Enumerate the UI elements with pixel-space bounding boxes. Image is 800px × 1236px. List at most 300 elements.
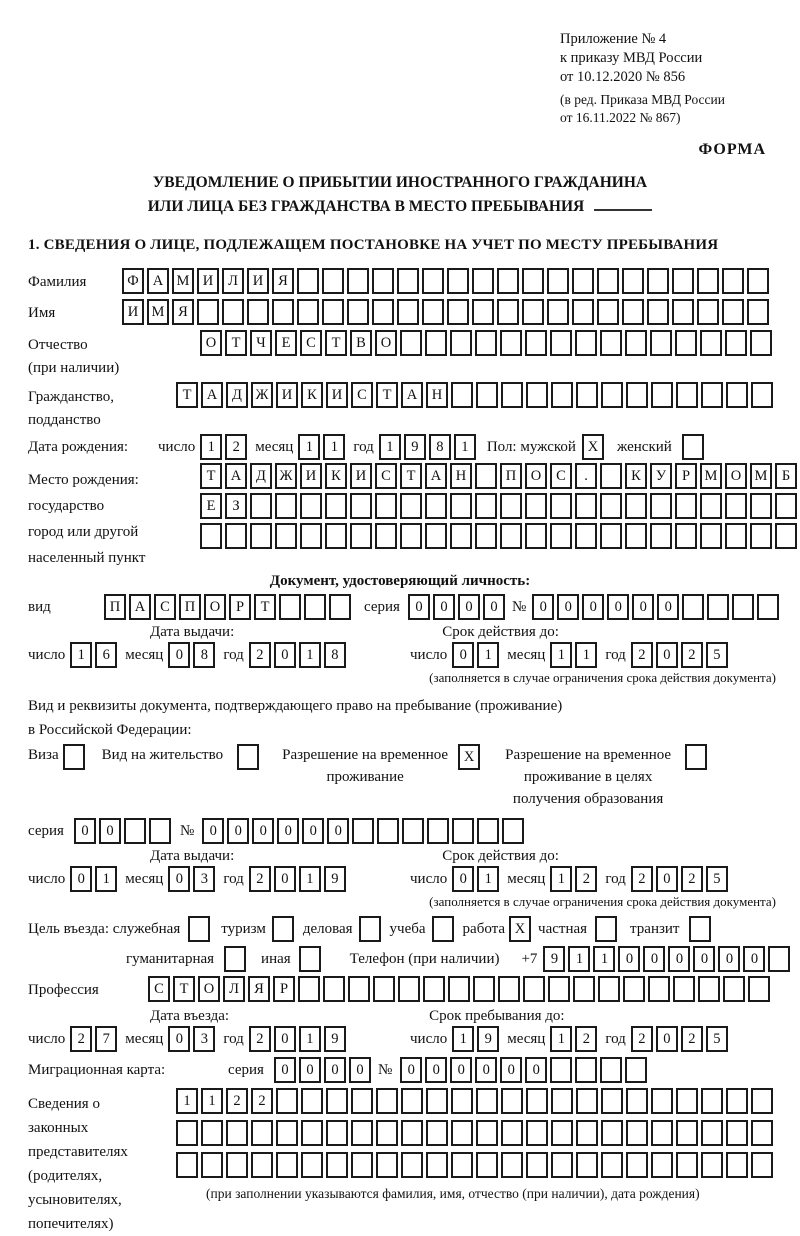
residence-restriction-note: (заполняется в случае ограничения срока действия документа) <box>429 894 776 909</box>
char-cell <box>226 1152 248 1178</box>
char-cell <box>651 1088 673 1114</box>
char-cell <box>726 382 748 408</box>
char-cell: 2 <box>249 1026 271 1052</box>
char-cell <box>672 299 694 325</box>
char-cell <box>672 268 694 294</box>
purpose-other-label: иная <box>261 951 291 967</box>
birth-date-group: число 1 2 месяц 1 1 год 1 9 8 1 <box>158 434 479 460</box>
char-cell: 0 <box>693 946 715 972</box>
char-cell <box>601 1088 623 1114</box>
char-cell: 0 <box>668 946 690 972</box>
char-cell <box>323 976 345 1002</box>
char-cell <box>250 493 272 519</box>
representatives-block <box>28 1088 800 1236</box>
char-cell: 0 <box>302 818 324 844</box>
char-cell <box>732 594 754 620</box>
char-cell <box>650 523 672 549</box>
char-cell <box>422 299 444 325</box>
char-cell <box>526 1088 548 1114</box>
char-cell: 2 <box>681 866 703 892</box>
char-cell <box>176 1120 198 1146</box>
char-cell <box>377 818 399 844</box>
residence-number-cells <box>202 818 527 844</box>
char-cell <box>400 493 422 519</box>
char-cell <box>237 744 259 770</box>
char-cell <box>676 1088 698 1114</box>
char-cell: Т <box>200 463 222 489</box>
char-cell: 0 <box>450 1057 472 1083</box>
char-cell: А <box>401 382 423 408</box>
char-cell: П <box>104 594 126 620</box>
purpose-label: Цель въезда: служебная <box>28 921 181 937</box>
char-cell: М <box>147 299 169 325</box>
char-cell <box>597 268 619 294</box>
char-cell <box>501 1120 523 1146</box>
char-cell: 2 <box>631 642 653 668</box>
char-cell <box>225 523 247 549</box>
char-cell <box>299 946 321 972</box>
char-cell: 0 <box>252 818 274 844</box>
doc-issue-day <box>70 642 120 668</box>
char-cell: 1 <box>452 1026 474 1052</box>
birth-place-row3 <box>200 523 800 549</box>
char-cell: 0 <box>400 1057 422 1083</box>
purpose-study-checkbox <box>432 916 457 942</box>
residence-expiry-month <box>550 866 600 892</box>
char-cell: 8 <box>324 642 346 668</box>
char-cell: 9 <box>543 946 565 972</box>
char-cell <box>402 818 424 844</box>
char-cell <box>750 330 772 356</box>
char-cell <box>326 1120 348 1146</box>
char-cell <box>397 299 419 325</box>
char-cell: А <box>129 594 151 620</box>
char-cell: О <box>375 330 397 356</box>
char-cell: 0 <box>70 866 92 892</box>
char-cell <box>188 916 210 942</box>
migration-card-row <box>28 1057 800 1083</box>
char-cell: Т <box>376 382 398 408</box>
sex-female-label: женский <box>616 439 672 455</box>
char-cell: 1 <box>176 1088 198 1114</box>
char-cell <box>276 1120 298 1146</box>
doc-expiry-month <box>550 642 600 668</box>
given-name-row <box>28 299 800 325</box>
representatives-row2 <box>176 1120 776 1146</box>
profession-cells <box>148 976 773 1002</box>
char-cell <box>575 523 597 549</box>
char-cell: 2 <box>249 866 271 892</box>
char-cell <box>475 493 497 519</box>
char-cell <box>347 299 369 325</box>
char-cell <box>450 330 472 356</box>
char-cell <box>329 594 351 620</box>
visa-checkbox <box>63 744 88 770</box>
char-cell <box>747 268 769 294</box>
char-cell <box>548 976 570 1002</box>
residence-doc-intro: Вид и реквизиты документа, подтверждающего право на пребывание (проживание) в Российской Федерации: <box>28 698 563 738</box>
purpose-business-label: деловая <box>302 921 353 937</box>
char-cell: 0 <box>99 818 121 844</box>
char-cell: 2 <box>70 1026 92 1052</box>
char-cell: Е <box>200 493 222 519</box>
residence-date-headers <box>28 848 800 865</box>
char-cell: 1 <box>454 434 476 460</box>
char-cell <box>675 330 697 356</box>
char-cell <box>476 1120 498 1146</box>
char-cell <box>626 1088 648 1114</box>
char-cell: И <box>350 463 372 489</box>
form-title <box>28 171 772 219</box>
doc-dates-row <box>28 642 800 668</box>
char-cell <box>473 976 495 1002</box>
char-cell <box>197 299 219 325</box>
char-cell <box>572 268 594 294</box>
surname-row <box>28 268 800 294</box>
char-cell <box>550 330 572 356</box>
purpose-humanitarian-checkbox <box>224 946 249 972</box>
title-line2: ИЛИ ЛИЦА БЕЗ ГРАЖДАНСТВА В МЕСТО ПРЕБЫВАНИЯ <box>28 195 772 219</box>
char-cell: 0 <box>582 594 604 620</box>
char-cell: 0 <box>743 946 765 972</box>
char-cell <box>276 1152 298 1178</box>
char-cell <box>501 1152 523 1178</box>
char-cell <box>601 1120 623 1146</box>
char-cell <box>124 818 146 844</box>
char-cell <box>625 1057 647 1083</box>
char-cell: 1 <box>593 946 615 972</box>
char-cell <box>768 946 790 972</box>
section1-heading: 1. СВЕДЕНИЯ О ЛИЦЕ, ПОДЛЕЖАЩЕМ ПОСТАНОВКЕ НА УЧЕТ ПО МЕСТУ ПРЕБЫВАНИЯ <box>28 237 719 253</box>
doc-number-cells <box>532 594 782 620</box>
purpose-tourism-label: туризм <box>221 921 266 937</box>
phone-prefix: +7 <box>521 951 538 967</box>
char-cell <box>747 299 769 325</box>
char-cell: П <box>179 594 201 620</box>
char-cell <box>301 1088 323 1114</box>
entry-day <box>70 1026 120 1052</box>
char-cell <box>276 1088 298 1114</box>
char-cell <box>476 1152 498 1178</box>
char-cell <box>322 268 344 294</box>
given-name-label: Имя <box>28 305 56 321</box>
char-cell: И <box>247 268 269 294</box>
char-cell <box>297 268 319 294</box>
char-cell: Ч <box>250 330 272 356</box>
char-cell <box>250 523 272 549</box>
birth-place-row1 <box>200 463 800 489</box>
profession-label: Профессия <box>28 982 99 998</box>
given-name-cells <box>122 299 772 325</box>
entry-year <box>249 1026 349 1052</box>
char-cell <box>497 268 519 294</box>
char-cell: X <box>458 744 480 770</box>
char-cell <box>523 976 545 1002</box>
char-cell: И <box>326 382 348 408</box>
char-cell <box>576 1152 598 1178</box>
char-cell: О <box>725 463 747 489</box>
doc-restriction-note: (заполняется в случае ограничения срока действия документа) <box>429 670 776 685</box>
doc-expiry-group: число 0 1 месяц 1 1 год 2 0 2 5 <box>410 642 731 668</box>
stay-day <box>452 1026 502 1052</box>
char-cell <box>359 916 381 942</box>
char-cell <box>526 1152 548 1178</box>
char-cell: 0 <box>433 594 455 620</box>
char-cell <box>723 976 745 1002</box>
char-cell <box>751 1152 773 1178</box>
char-cell <box>376 1152 398 1178</box>
char-cell <box>600 523 622 549</box>
char-cell: 2 <box>681 1026 703 1052</box>
char-cell <box>423 976 445 1002</box>
char-cell <box>251 1152 273 1178</box>
birth-place-label: Место рождения: государство город или другой населенный пункт <box>28 472 146 566</box>
char-cell: 0 <box>718 946 740 972</box>
birth-year-cells <box>379 434 479 460</box>
representatives-cells <box>176 1088 776 1202</box>
char-cell: 0 <box>475 1057 497 1083</box>
char-cell: 0 <box>632 594 654 620</box>
char-cell <box>448 976 470 1002</box>
char-cell <box>500 523 522 549</box>
char-cell <box>751 1088 773 1114</box>
char-cell: С <box>550 463 572 489</box>
char-cell: 2 <box>575 866 597 892</box>
char-cell: 0 <box>525 1057 547 1083</box>
char-cell <box>351 1088 373 1114</box>
char-cell: Я <box>248 976 270 1002</box>
residence-issue-year <box>249 866 349 892</box>
char-cell <box>272 299 294 325</box>
char-cell <box>226 1120 248 1146</box>
char-cell: 8 <box>193 642 215 668</box>
residence-permit-checkbox <box>237 744 262 770</box>
stay-month <box>550 1026 600 1052</box>
patronymic-cells <box>200 330 775 356</box>
char-cell <box>475 463 497 489</box>
temp-residence-label: Разрешение на временное проживание <box>282 747 449 785</box>
migration-series-label: серия <box>228 1062 264 1078</box>
char-cell <box>698 976 720 1002</box>
char-cell <box>757 594 779 620</box>
representatives-row1 <box>176 1088 776 1114</box>
char-cell: 1 <box>568 946 590 972</box>
char-cell <box>326 1088 348 1114</box>
migration-number-cells <box>400 1057 650 1083</box>
char-cell <box>675 493 697 519</box>
char-cell: 0 <box>656 642 678 668</box>
char-cell: 0 <box>324 1057 346 1083</box>
char-cell <box>725 523 747 549</box>
char-cell: . <box>575 463 597 489</box>
char-cell <box>707 594 729 620</box>
char-cell: 0 <box>458 594 480 620</box>
doc-expiry-day <box>452 642 502 668</box>
char-cell <box>676 1120 698 1146</box>
char-cell <box>676 382 698 408</box>
char-cell: З <box>225 493 247 519</box>
char-cell: Т <box>225 330 247 356</box>
title-line1: УВЕДОМЛЕНИЕ О ПРИБЫТИИ ИНОСТРАННОГО ГРАЖДАНИНА <box>152 174 648 191</box>
char-cell: Л <box>222 268 244 294</box>
char-cell <box>700 523 722 549</box>
char-cell: 1 <box>298 434 320 460</box>
migration-card-label: Миграционная карта: <box>28 1062 166 1078</box>
char-cell <box>351 1152 373 1178</box>
visa-label: Виза <box>28 747 59 763</box>
char-cell <box>573 976 595 1002</box>
purpose-work-checkbox <box>509 916 534 942</box>
char-cell <box>376 1120 398 1146</box>
char-cell <box>650 330 672 356</box>
phone-cells <box>543 946 793 972</box>
char-cell <box>401 1152 423 1178</box>
char-cell <box>551 1152 573 1178</box>
char-cell: 5 <box>706 1026 728 1052</box>
char-cell: С <box>154 594 176 620</box>
char-cell: 0 <box>277 818 299 844</box>
char-cell: Т <box>400 463 422 489</box>
char-cell <box>697 299 719 325</box>
char-cell <box>673 976 695 1002</box>
representatives-row3 <box>176 1152 776 1178</box>
char-cell <box>525 523 547 549</box>
purpose-humanitarian-label: гуманитарная <box>126 951 215 967</box>
char-cell <box>300 493 322 519</box>
char-cell <box>401 1120 423 1146</box>
char-cell <box>597 299 619 325</box>
char-cell: Д <box>250 463 272 489</box>
char-cell: А <box>147 268 169 294</box>
char-cell <box>372 268 394 294</box>
char-cell <box>701 382 723 408</box>
char-cell: 2 <box>249 642 271 668</box>
char-cell <box>626 382 648 408</box>
char-cell: Т <box>176 382 198 408</box>
doc-issue-header: Дата выдачи: <box>150 624 235 640</box>
entry-date-group: число 2 7 месяц 0 3 год 2 0 1 9 <box>28 1026 390 1052</box>
char-cell <box>576 1120 598 1146</box>
char-cell <box>525 493 547 519</box>
char-cell <box>325 523 347 549</box>
char-cell <box>201 1152 223 1178</box>
char-cell: 0 <box>532 594 554 620</box>
char-cell <box>373 976 395 1002</box>
char-cell: 0 <box>483 594 505 620</box>
char-cell <box>251 1120 273 1146</box>
char-cell: 2 <box>225 434 247 460</box>
char-cell: Ж <box>251 382 273 408</box>
char-cell <box>425 330 447 356</box>
char-cell: К <box>301 382 323 408</box>
char-cell <box>575 1057 597 1083</box>
char-cell <box>298 976 320 1002</box>
birth-place-row2 <box>200 493 800 519</box>
surname-cells <box>122 268 772 294</box>
char-cell: У <box>650 463 672 489</box>
revision-line: от 16.11.2022 № 867) <box>560 110 681 125</box>
char-cell <box>348 976 370 1002</box>
char-cell: М <box>700 463 722 489</box>
char-cell <box>200 523 222 549</box>
char-cell <box>547 268 569 294</box>
doc-expiry-header: Срок действия до: <box>442 624 559 640</box>
char-cell: 0 <box>500 1057 522 1083</box>
char-cell <box>697 268 719 294</box>
char-cell: 9 <box>324 1026 346 1052</box>
char-cell: О <box>525 463 547 489</box>
profession-row <box>28 976 800 1002</box>
char-cell: Т <box>254 594 276 620</box>
char-cell: М <box>750 463 772 489</box>
char-cell: И <box>300 463 322 489</box>
char-cell: 0 <box>274 642 296 668</box>
char-cell: 2 <box>631 866 653 892</box>
char-cell: 5 <box>706 866 728 892</box>
char-cell <box>726 1120 748 1146</box>
stay-until-group: число 1 9 месяц 1 2 год 2 0 2 5 <box>410 1026 731 1052</box>
char-cell: 1 <box>299 866 321 892</box>
stay-until-header: Срок пребывания до: <box>429 1008 565 1024</box>
char-cell: Н <box>450 463 472 489</box>
char-cell <box>701 1088 723 1114</box>
char-cell: Е <box>275 330 297 356</box>
residence-expiry-year <box>631 866 731 892</box>
char-cell <box>351 1120 373 1146</box>
char-cell: 1 <box>323 434 345 460</box>
char-cell: 1 <box>550 1026 572 1052</box>
residence-expiry-header: Срок действия до: <box>442 848 559 864</box>
char-cell: 0 <box>327 818 349 844</box>
char-cell: 1 <box>477 866 499 892</box>
char-cell: 1 <box>550 866 572 892</box>
char-cell <box>451 1088 473 1114</box>
char-cell: 0 <box>168 1026 190 1052</box>
char-cell <box>472 299 494 325</box>
purpose-private-label: частная <box>538 921 588 937</box>
migration-series-cells <box>274 1057 374 1083</box>
sex-male-label: Пол: мужской <box>486 439 576 455</box>
char-cell <box>601 382 623 408</box>
char-cell <box>375 523 397 549</box>
char-cell <box>426 1088 448 1114</box>
char-cell <box>726 1088 748 1114</box>
char-cell <box>450 523 472 549</box>
char-cell <box>447 268 469 294</box>
char-cell: Т <box>173 976 195 1002</box>
char-cell <box>297 299 319 325</box>
char-cell: 0 <box>408 594 430 620</box>
char-cell <box>304 594 326 620</box>
char-cell: Т <box>325 330 347 356</box>
char-cell <box>425 493 447 519</box>
char-cell <box>600 1057 622 1083</box>
char-cell <box>600 330 622 356</box>
char-cell <box>647 268 669 294</box>
entry-date-headers <box>28 1008 800 1025</box>
char-cell <box>347 268 369 294</box>
char-cell: X <box>509 916 531 942</box>
char-cell <box>650 493 672 519</box>
char-cell: А <box>425 463 447 489</box>
sex-female-checkbox <box>682 434 707 460</box>
doc-date-headers <box>28 624 800 641</box>
char-cell <box>522 299 544 325</box>
char-cell: И <box>197 268 219 294</box>
char-cell <box>647 299 669 325</box>
char-cell <box>502 818 524 844</box>
char-cell: 1 <box>477 642 499 668</box>
